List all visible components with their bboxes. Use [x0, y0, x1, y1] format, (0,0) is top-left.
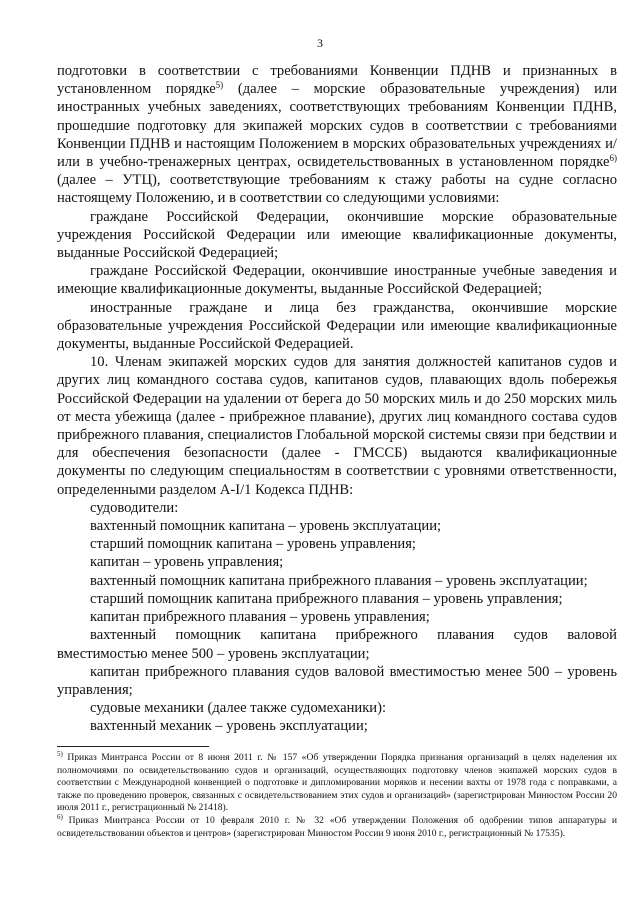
paragraph: иностранные граждане и лица без гражданства, окончившие морские образовательные учреждения Российской Федерации или имеющие квалификационные документы, выданные Российской Федерацией. [57, 299, 617, 353]
footnote [57, 812, 617, 840]
list-item: вахтенный помощник капитана прибрежного плавания судов валовой вместимостью менее 500 – уровень эксплуатации; [57, 627, 617, 662]
footnote-divider [57, 746, 209, 747]
body-text [57, 62, 617, 736]
paragraph: граждане Российской Федерации, окончившие морские образовательные учреждения Российской Федерации или имеющие квалификационные документы, выданные Российской Федерацией; [57, 208, 617, 262]
paragraph-text: (далее – морские образовательные учреждения) или иностранных учебных заведениях, соответствующих требованиям Конвенции ПДНВ, прошедшие подготовку для экипажей морских судов в соответствии с требованиями Конвенции ПДНВ и настоящим Положением в морских образовательных учреждениях и/или в учебно-тренажерных центрах, освидетельствованных в установленном порядке [57, 81, 618, 171]
list-item: вахтенный помощник капитана – уровень эксплуатации; [90, 518, 442, 535]
paragraph-text: (далее – УТЦ), соответствующие требованиям к стажу работы на судне согласно настоящему Положению, и в соответствии со следующими условиями: [57, 172, 617, 207]
footnote-mark: 5) [57, 750, 63, 758]
paragraph [57, 62, 617, 208]
footnote-text: Приказ Минтранса России от 10 февраля 2010 г. № 32 «Об утверждении Положения об одобрении типов аппаратуры и освидетельствовании объектов и центров» (зарегистрирован Минюстом России 9 июня 2010 г., регистрационный № 17535). [57, 814, 617, 839]
footnote-text: Приказ Минтранса России от 8 июня 2011 г. № 157 «Об утверждении Порядка признания организаций в целях наделения их полномочиями по освидетельствованию судов и организаций, осуществляющих подготовку членов экипажей морских судов в соответствии с Международной конвенцией о подготовке и дипломировании моряков и несении вахты от 1978 года с поправками, а также по проведению проверок, связанных с освидетельствованием этих судов и организаций» (зарегистрирован Минюстом России 20 июля 2011 г., регистрационный № 21418). [57, 752, 617, 814]
footnote-ref: 6) [609, 153, 617, 164]
list-item: старший помощник капитана прибрежного плавания – уровень управления; [90, 590, 563, 607]
paragraph-text: подготовки в соответствии с требованиями Конвенции ПДНВ и признанных в установленном порядке [57, 63, 617, 98]
footnotes [57, 752, 617, 840]
footnote [57, 752, 617, 815]
list-item: судовые механики (далее также судомеханики): [90, 700, 387, 717]
footnote-ref: 5) [215, 80, 224, 91]
paragraph: граждане Российской Федерации, окончившие иностранные учебные заведения и имеющие квалификационные документы, выданные Российской Федерацией; [57, 263, 617, 298]
list-item: вахтенный механик – уровень эксплуатации; [90, 718, 368, 735]
list-item: капитан прибрежного плавания судов валовой вместимостью менее 500 – уровень управления; [57, 663, 617, 698]
page-number: 3 [317, 36, 323, 50]
list-item: старший помощник капитана – уровень управления; [90, 536, 416, 553]
list-item: судоводители: [90, 499, 179, 516]
list-item: капитан – уровень управления; [90, 554, 284, 571]
list-item: капитан прибрежного плавания – уровень управления; [90, 609, 430, 626]
list-item: вахтенный помощник капитана прибрежного плавания – уровень эксплуатации; [90, 572, 588, 589]
paragraph: 10. Членам экипажей морских судов для занятия должностей капитанов судов и других лиц командного состава судов, капитанов судов, плавающих вдоль побережья Российской Федерации на удалении от берега до 50 морских миль и до 250 морских миль от места убежища (далее - прибрежное плавание), других лиц командного состава судов прибрежного плавания, специалистов Глобальной морской системы связи при бедствии и для обеспечения безопасности (далее - ГМССБ) выдаются квалификационные документы по следующим специальностям в соответствии с уровнями ответственности, определенными разделом A-I/1 Кодекса ПДНВ: [57, 354, 617, 498]
footnote-mark: 6) [57, 812, 63, 821]
